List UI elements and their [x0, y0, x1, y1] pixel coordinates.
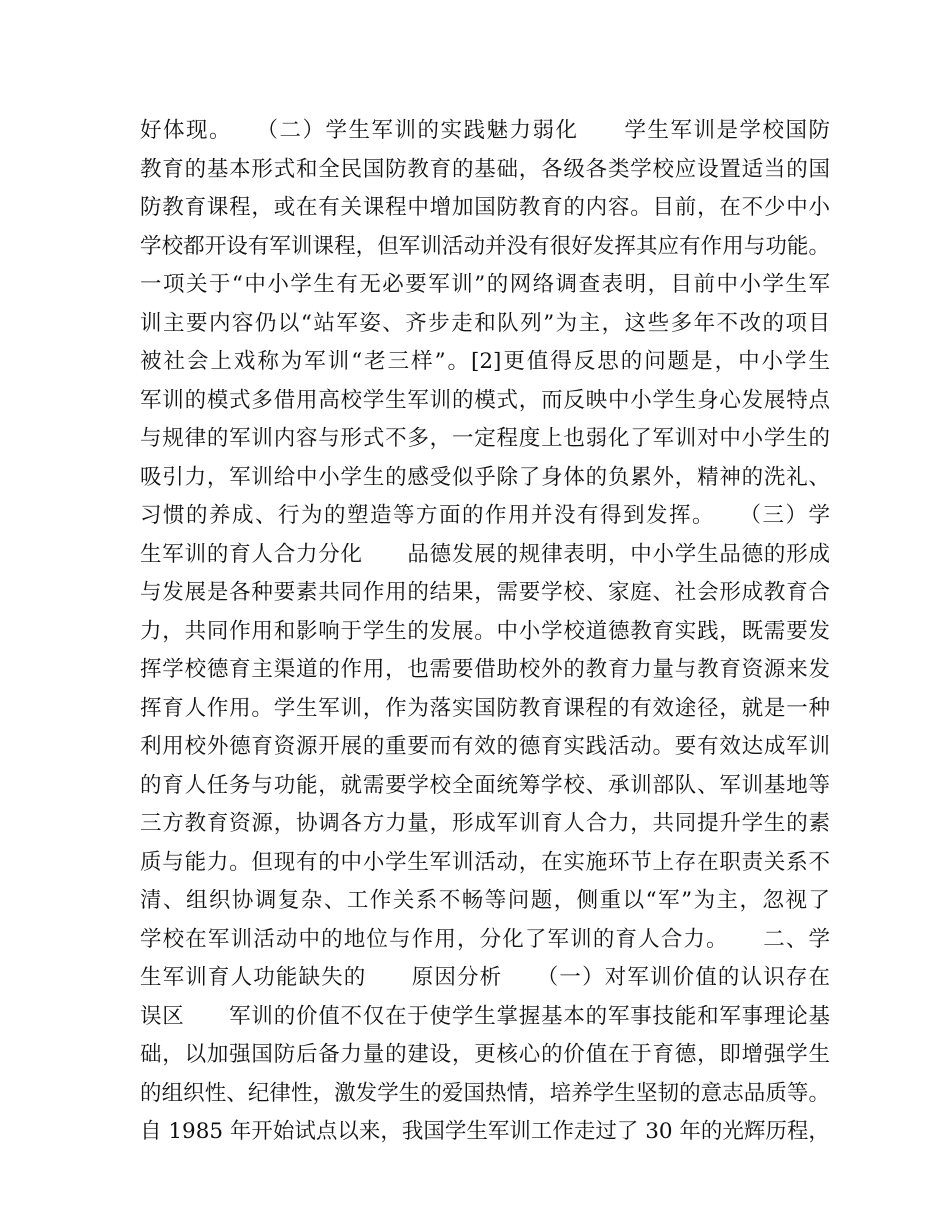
text-line: 三方教育资源，协调各方力量，形成军训育人合力，共同提升学生的素 [140, 811, 830, 836]
text-line: 学校都开设有军训课程，但军训活动并没有很好发挥其应有作用与功能。 [140, 233, 830, 259]
text-line: 防教育课程，或在有关课程中增加国防教育的内容。目前，在不少中小 [140, 195, 830, 220]
text-line: 军训的模式多借用高校学生军训的模式，而反映中小学生身心发展特点 [140, 387, 830, 413]
text-line: 被社会上戏称为军训“老三样”。[2]更值得反思的问题是，中小学生 [140, 349, 830, 374]
text-line: 生军训的育人合力分化 品德发展的规律表明，中小学生品德的形成 [140, 541, 830, 567]
text-line: 教育的基本形式和全民国防教育的基础，各级各类学校应设置适当的国 [140, 156, 830, 182]
text-line: 清、组织协调复杂、工作关系不畅等问题，侧重以“军”为主，忽视了 [140, 888, 830, 913]
text-line: 利用校外德育资源开展的重要而有效的德育实践活动。要有效达成军训 [140, 734, 830, 759]
text-line: 习惯的养成、行为的塑造等方面的作用并没有得到发挥。 （三）学 [140, 503, 830, 528]
text-line: 学校在军训活动中的地位与作用，分化了军训的育人合力。 二、学 [140, 926, 830, 952]
text-line: 自 1985 年开始试点以来，我国学生军训工作走过了 30 年的光辉历程， [140, 1119, 830, 1144]
text-line: 的育人任务与功能，就需要学校全面统筹学校、承训部队、军训基地等 [140, 772, 830, 798]
text-line: 挥育人作用。学生军训，作为落实国防教育课程的有效途径，就是一种 [140, 695, 830, 721]
text-line: 挥学校德育主渠道的作用，也需要借助校外的教育力量与教育资源来发 [140, 657, 830, 682]
text-line: 础，以加强国防后备力量的建设，更核心的价值在于育德，即增强学生 [140, 1042, 830, 1067]
body-text [140, 112, 830, 1152]
text-line: 与规律的军训内容与形式不多，一定程度上也弱化了军训对中小学生的 [140, 426, 830, 451]
text-line: 好体现。 （二）学生军训的实践魅力弱化 学生军训是学校国防 [140, 118, 830, 143]
text-line: 的组织性、纪律性，激发学生的爱国热情，培养学生坚韧的意志品质等。 [140, 1080, 830, 1106]
text-line: 与发展是各种要素共同作用的结果，需要学校、家庭、社会形成教育合 [140, 580, 830, 605]
text-line: 一项关于“中小学生有无必要军训”的网络调查表明，目前中小学生军 [140, 272, 830, 297]
text-line: 吸引力，军训给中小学生的感受似乎除了身体的负累外，精神的洗礼、 [140, 464, 830, 490]
text-line: 误区 军训的价值不仅在于使学生掌握基本的军事技能和军事理论基 [140, 1003, 830, 1029]
text-line: 力，共同作用和影响于学生的发展。中小学校道德教育实践，既需要发 [140, 618, 830, 644]
text-line: 生军训育人功能缺失的 原因分析 （一）对军训价值的认识存在 [140, 965, 830, 990]
text-line: 训主要内容仍以“站军姿、齐步走和队列”为主，这些多年不改的项目 [140, 310, 830, 336]
text-line: 质与能力。但现有的中小学生军训活动，在实施环节上存在职责关系不 [140, 849, 830, 875]
